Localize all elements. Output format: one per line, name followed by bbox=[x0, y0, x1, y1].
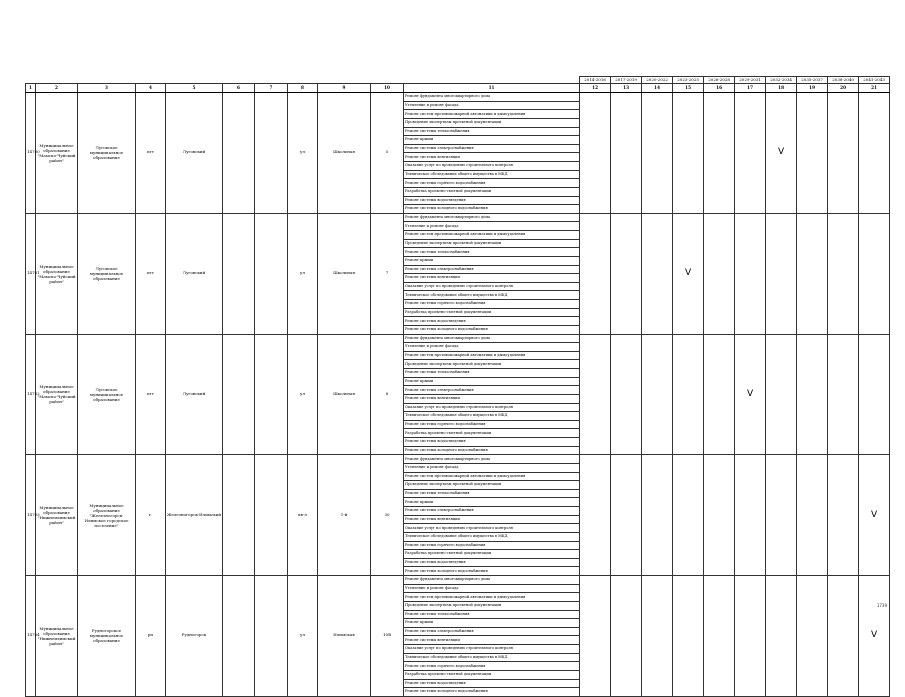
work-type-cell: Разработка проектно-сметной документации bbox=[404, 187, 580, 196]
period-cell: 2041-2043 bbox=[859, 77, 890, 84]
period-mark-cell: V bbox=[673, 213, 704, 334]
period-mark-cell: V bbox=[766, 93, 797, 214]
period-cell-empty bbox=[828, 213, 859, 334]
work-type-cell: Ремонт крыши bbox=[404, 256, 580, 265]
work-type-cell: Ремонт системы вентиляции bbox=[404, 153, 580, 162]
period-cell-empty bbox=[704, 93, 735, 214]
work-type-cell: Ремонт системы водоотведения bbox=[404, 558, 580, 567]
period-cell-empty bbox=[673, 576, 704, 697]
column-number: 9 bbox=[318, 84, 371, 93]
house-cell: 5 bbox=[371, 93, 404, 214]
record-number: 14760 bbox=[26, 93, 36, 214]
period-mark-cell: V bbox=[735, 334, 766, 455]
period-cell-empty bbox=[735, 213, 766, 334]
period-cell-empty bbox=[611, 455, 642, 576]
record-number: 14763 bbox=[26, 455, 36, 576]
period-cell-empty bbox=[828, 455, 859, 576]
column-number: 18 bbox=[766, 84, 797, 93]
work-type-cell: Ремонт крыши bbox=[404, 377, 580, 386]
period-cell-empty bbox=[828, 334, 859, 455]
work-type-cell: Ремонт системы горячего водоснабжения bbox=[404, 541, 580, 550]
municipality-cell: Луговское муниципальное образование bbox=[78, 93, 136, 214]
period-cell: 2035-2037 bbox=[797, 77, 828, 84]
column-number: 19 bbox=[797, 84, 828, 93]
period-cell-empty bbox=[611, 213, 642, 334]
district-cell: Муниципальное образование "Мамско-Чуйский район" bbox=[36, 213, 78, 334]
column-number: 8 bbox=[288, 84, 318, 93]
work-type-cell: Ремонт системы теплоснабжения bbox=[404, 127, 580, 136]
work-type-cell: Ремонт крыши bbox=[404, 136, 580, 145]
period-cell-empty bbox=[611, 334, 642, 455]
column-number: 2 bbox=[36, 84, 78, 93]
work-type-cell: Ремонт системы теплоснабжения bbox=[404, 248, 580, 257]
work-type-cell: Ремонт системы электроснабжения bbox=[404, 386, 580, 395]
column-7-cell bbox=[255, 334, 288, 455]
column-number: 3 bbox=[78, 84, 136, 93]
work-row bbox=[26, 576, 890, 585]
work-type-cell: Утепление и ремонт фасада bbox=[404, 584, 580, 593]
settlement-type-cell: пгт bbox=[136, 213, 166, 334]
column-7-cell bbox=[255, 455, 288, 576]
work-type-cell: Разработка проектно-сметной документации bbox=[404, 308, 580, 317]
municipality-cell: Луговское муниципальное образование bbox=[78, 213, 136, 334]
record-number: 14762 bbox=[26, 334, 36, 455]
street-type-cell: ул bbox=[288, 213, 318, 334]
column-number: 5 bbox=[166, 84, 223, 93]
settlement-type-cell: пгт bbox=[136, 334, 166, 455]
period-cell-empty bbox=[859, 334, 890, 455]
period-cell-empty bbox=[642, 576, 673, 697]
period-cell-empty bbox=[735, 455, 766, 576]
period-cell: 2032-2034 bbox=[766, 77, 797, 84]
period-cell-empty bbox=[704, 455, 735, 576]
period-cell: 2014-2016 bbox=[580, 77, 611, 84]
period-cell-empty bbox=[735, 576, 766, 697]
period-cell-empty bbox=[611, 576, 642, 697]
work-type-cell: Ремонт фундамента многоквартирного дома bbox=[404, 93, 580, 102]
work-type-cell: Техническое обследование общего имущества в МКД bbox=[404, 653, 580, 662]
period-cell-empty bbox=[797, 455, 828, 576]
period-header-blank bbox=[26, 77, 580, 84]
settlement-cell: Луговский bbox=[166, 334, 223, 455]
column-number: 10 bbox=[371, 84, 404, 93]
work-type-cell: Ремонт систем противопожарной автоматики и дымоудаления bbox=[404, 110, 580, 119]
period-cell-empty bbox=[580, 93, 611, 214]
work-type-cell: Проведение экспертизы проектной документации bbox=[404, 118, 580, 127]
work-type-cell: Ремонт систем противопожарной автоматики и дымоудаления bbox=[404, 231, 580, 240]
work-type-cell: Оказание услуг по проведению строительного контроля bbox=[404, 282, 580, 291]
work-type-cell: Оказание услуг по проведению строительного контроля bbox=[404, 524, 580, 533]
period-cell-empty bbox=[797, 213, 828, 334]
period-cell-empty bbox=[704, 334, 735, 455]
work-type-cell: Ремонт системы холодного водоснабжения bbox=[404, 325, 580, 334]
column-number: 17 bbox=[735, 84, 766, 93]
capital-repair-register-table bbox=[25, 76, 890, 697]
settlement-type-cell: г. bbox=[136, 455, 166, 576]
work-type-cell: Оказание услуг по проведению строительного контроля bbox=[404, 162, 580, 171]
work-type-cell: Разработка проектно-сметной документации bbox=[404, 429, 580, 438]
period-cell-empty bbox=[797, 576, 828, 697]
settlement-cell: Рудногорск bbox=[166, 576, 223, 697]
period-mark-cell: V bbox=[859, 455, 890, 576]
street-type-cell: ул bbox=[288, 576, 318, 697]
period-cell: 2020-2022 bbox=[642, 77, 673, 84]
municipality-cell: Рудногорское муниципальное образование bbox=[78, 576, 136, 697]
period-cell-empty bbox=[642, 334, 673, 455]
work-type-cell: Ремонт фундамента многоквартирного дома bbox=[404, 455, 580, 464]
work-type-cell: Ремонт крыши bbox=[404, 498, 580, 507]
column-number: 1 bbox=[26, 84, 36, 93]
work-type-cell: Ремонт фундамента многоквартирного дома bbox=[404, 576, 580, 585]
work-type-cell: Ремонт системы электроснабжения bbox=[404, 144, 580, 153]
work-type-cell: Ремонт системы водоотведения bbox=[404, 679, 580, 688]
work-type-cell: Ремонт системы вентиляции bbox=[404, 515, 580, 524]
period-cell-empty bbox=[642, 455, 673, 576]
period-cell-empty bbox=[611, 93, 642, 214]
work-type-cell: Оказание услуг по проведению строительного контроля bbox=[404, 403, 580, 412]
work-type-cell: Техническое обследование общего имущества в МКД bbox=[404, 291, 580, 300]
period-cell: 2038-2040 bbox=[828, 77, 859, 84]
column-6-cell bbox=[223, 576, 255, 697]
work-type-cell: Ремонт системы теплоснабжения bbox=[404, 489, 580, 498]
settlement-type-cell: пгт bbox=[136, 93, 166, 214]
record-number: 14764 bbox=[26, 576, 36, 697]
work-row bbox=[26, 213, 890, 222]
period-cell-empty bbox=[673, 455, 704, 576]
column-number: 20 bbox=[828, 84, 859, 93]
record-number: 14761 bbox=[26, 213, 36, 334]
work-type-cell: Ремонт системы холодного водоснабжения bbox=[404, 446, 580, 455]
column-number: 4 bbox=[136, 84, 166, 93]
period-cell: 2023-2025 bbox=[673, 77, 704, 84]
work-type-cell: Проведение экспертизы проектной документации bbox=[404, 601, 580, 610]
work-type-cell: Ремонт системы холодного водоснабжения bbox=[404, 567, 580, 576]
street-cell: 1-й bbox=[318, 455, 371, 576]
period-cell-empty bbox=[766, 576, 797, 697]
period-cell-empty bbox=[673, 93, 704, 214]
work-type-cell: Проведение экспертизы проектной документации bbox=[404, 360, 580, 369]
work-type-cell: Ремонт системы электроснабжения bbox=[404, 627, 580, 636]
column-6-cell bbox=[223, 334, 255, 455]
district-cell: Муниципальное образование "Нижнеилимский район" bbox=[36, 576, 78, 697]
work-type-cell: Ремонт крыши bbox=[404, 619, 580, 628]
street-type-cell: кв-л bbox=[288, 455, 318, 576]
column-6-cell bbox=[223, 93, 255, 214]
district-cell: Муниципальное образование "Мамско-Чуйский район" bbox=[36, 334, 78, 455]
work-type-cell: Ремонт системы вентиляции bbox=[404, 636, 580, 645]
work-type-cell: Проведение экспертизы проектной документации bbox=[404, 239, 580, 248]
work-type-cell: Ремонт системы горячего водоснабжения bbox=[404, 662, 580, 671]
work-type-cell: Разработка проектно-сметной документации bbox=[404, 670, 580, 679]
column-number: 12 bbox=[580, 84, 611, 93]
work-type-cell: Разработка проектно-сметной документации bbox=[404, 550, 580, 559]
work-type-cell: Ремонт системы холодного водоснабжения bbox=[404, 688, 580, 697]
street-cell: Илимская bbox=[318, 576, 371, 697]
district-cell: Муниципальное образование "Нижнеилимский район" bbox=[36, 455, 78, 576]
work-type-cell: Ремонт системы вентиляции bbox=[404, 394, 580, 403]
period-cell-empty bbox=[642, 213, 673, 334]
work-type-cell: Ремонт системы электроснабжения bbox=[404, 265, 580, 274]
work-type-cell: Техническое обследование общего имущества в МКД bbox=[404, 170, 580, 179]
period-cell: 2026-2028 bbox=[704, 77, 735, 84]
street-cell: Школьная bbox=[318, 334, 371, 455]
period-cell-empty bbox=[580, 576, 611, 697]
work-type-cell: Утепление и ремонт фасада bbox=[404, 343, 580, 352]
period-cell-empty bbox=[797, 93, 828, 214]
column-number: 6 bbox=[223, 84, 255, 93]
work-type-cell: Ремонт системы вентиляции bbox=[404, 274, 580, 283]
period-mark-cell: V bbox=[859, 576, 890, 697]
column-number: 11 bbox=[404, 84, 580, 93]
work-type-cell: Ремонт системы электроснабжения bbox=[404, 507, 580, 516]
period-cell-empty bbox=[859, 213, 890, 334]
work-type-cell: Ремонт систем противопожарной автоматики и дымоудаления bbox=[404, 351, 580, 360]
work-type-cell: Ремонт систем противопожарной автоматики и дымоудаления bbox=[404, 593, 580, 602]
column-number: 13 bbox=[611, 84, 642, 93]
work-type-cell: Проведение экспертизы проектной документации bbox=[404, 481, 580, 490]
work-type-cell: Ремонт системы горячего водоснабжения bbox=[404, 300, 580, 309]
work-type-cell: Утепление и ремонт фасада bbox=[404, 101, 580, 110]
period-cell-empty bbox=[797, 334, 828, 455]
work-type-cell: Ремонт системы горячего водоснабжения bbox=[404, 420, 580, 429]
period-cell-empty bbox=[766, 334, 797, 455]
work-type-cell: Ремонт системы горячего водоснабжения bbox=[404, 179, 580, 188]
column-number: 14 bbox=[642, 84, 673, 93]
work-type-cell: Утепление и ремонт фасада bbox=[404, 222, 580, 231]
work-type-cell: Ремонт систем противопожарной автоматики и дымоудаления bbox=[404, 472, 580, 481]
work-type-cell: Ремонт системы теплоснабжения bbox=[404, 369, 580, 378]
house-cell: 7 bbox=[371, 213, 404, 334]
work-type-cell: Ремонт фундамента многоквартирного дома bbox=[404, 213, 580, 222]
work-row bbox=[26, 93, 890, 102]
work-row bbox=[26, 334, 890, 343]
period-header-row bbox=[26, 77, 890, 84]
settlement-cell: Луговский bbox=[166, 93, 223, 214]
column-number: 21 bbox=[859, 84, 890, 93]
period-cell-empty bbox=[704, 576, 735, 697]
work-type-cell: Оказание услуг по проведению строительного контроля bbox=[404, 645, 580, 654]
work-type-cell: Техническое обследование общего имущества в МКД bbox=[404, 412, 580, 421]
street-type-cell: ул bbox=[288, 93, 318, 214]
period-cell-empty bbox=[642, 93, 673, 214]
settlement-type-cell: рп bbox=[136, 576, 166, 697]
period-cell: 2029-2031 bbox=[735, 77, 766, 84]
column-number: 16 bbox=[704, 84, 735, 93]
period-cell: 2017-2019 bbox=[611, 77, 642, 84]
column-number: 15 bbox=[673, 84, 704, 93]
page-number: 1739 bbox=[876, 603, 887, 608]
column-7-cell bbox=[255, 576, 288, 697]
house-cell: 30 bbox=[371, 455, 404, 576]
street-type-cell: ул bbox=[288, 334, 318, 455]
work-type-cell: Ремонт системы водоотведения bbox=[404, 438, 580, 447]
municipality-cell: Луговское муниципальное образование bbox=[78, 334, 136, 455]
period-cell-empty bbox=[766, 455, 797, 576]
period-cell-empty bbox=[580, 334, 611, 455]
register-body bbox=[26, 77, 890, 697]
column-7-cell bbox=[255, 213, 288, 334]
period-cell-empty bbox=[580, 213, 611, 334]
work-type-cell: Утепление и ремонт фасада bbox=[404, 463, 580, 472]
column-7-cell bbox=[255, 93, 288, 214]
column-6-cell bbox=[223, 213, 255, 334]
district-cell: Муниципальное образование "Мамско-Чуйский район" bbox=[36, 93, 78, 214]
period-cell-empty bbox=[704, 213, 735, 334]
work-type-cell: Техническое обследование общего имущества в МКД bbox=[404, 532, 580, 541]
work-type-cell: Ремонт системы теплоснабжения bbox=[404, 610, 580, 619]
column-number-row bbox=[26, 84, 890, 93]
period-cell-empty bbox=[580, 455, 611, 576]
period-cell-empty bbox=[735, 93, 766, 214]
period-cell-empty bbox=[673, 334, 704, 455]
settlement-cell: Железногорск-Илимский bbox=[166, 455, 223, 576]
period-cell-empty bbox=[766, 213, 797, 334]
house-cell: 8 bbox=[371, 334, 404, 455]
work-type-cell: Ремонт системы водоотведения bbox=[404, 196, 580, 205]
column-6-cell bbox=[223, 455, 255, 576]
house-cell: 10В bbox=[371, 576, 404, 697]
work-row bbox=[26, 455, 890, 464]
street-cell: Школьная bbox=[318, 213, 371, 334]
street-cell: Школьная bbox=[318, 93, 371, 214]
column-number: 7 bbox=[255, 84, 288, 93]
work-type-cell: Ремонт системы водоотведения bbox=[404, 317, 580, 326]
work-type-cell: Ремонт фундамента многоквартирного дома bbox=[404, 334, 580, 343]
work-type-cell: Ремонт системы холодного водоснабжения bbox=[404, 205, 580, 214]
period-cell-empty bbox=[828, 93, 859, 214]
municipality-cell: Муниципальное образование "Железногорск-Илимское городское поселение" bbox=[78, 455, 136, 576]
settlement-cell: Луговский bbox=[166, 213, 223, 334]
period-cell-empty bbox=[859, 93, 890, 214]
period-cell-empty bbox=[828, 576, 859, 697]
